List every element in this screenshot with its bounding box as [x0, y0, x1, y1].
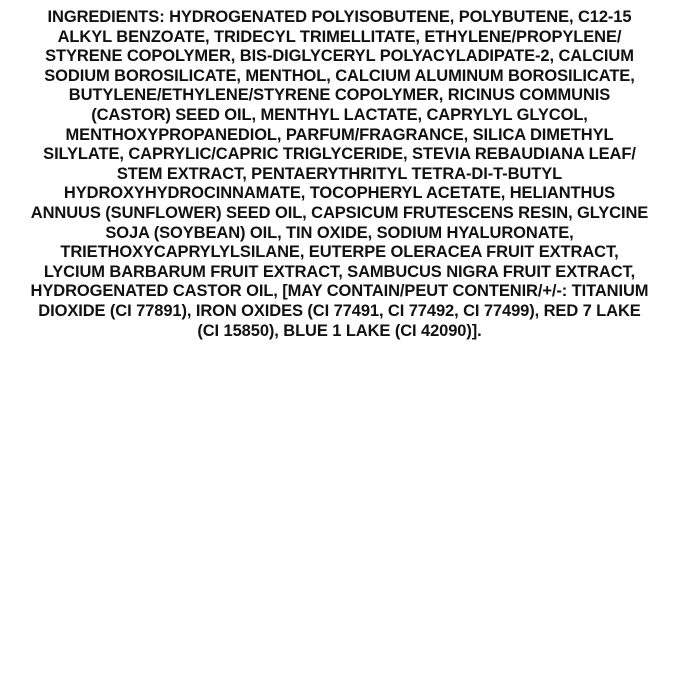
ingredients-line: TRIETHOXYCAPRYLYLSILANE, EUTERPE OLERACEA FRUIT EXTRACT, — [60, 243, 619, 262]
ingredients-line: INGREDIENTS: HYDROGENATED POLYISOBUTENE, POLYBUTENE, C12-15 — [47, 8, 632, 26]
blank-lower-area — [0, 341, 679, 661]
ingredients-line: STEM EXTRACT, PENTAERYTHRITYL TETRA-DI-T-BUTYL — [116, 164, 563, 183]
ingredients-line: DIOXIDE (CI 77891), IRON OXIDES (CI 77491, CI 77492, CI 77499), RED 7 LAKE — [38, 301, 641, 320]
ingredients-line: STYRENE COPOLYMER, BIS-DIGLYCERYL POLYACYLADIPATE-2, CALCIUM — [45, 47, 634, 66]
ingredients-line: (CI 15850), BLUE 1 LAKE (CI 42090)]. — [197, 321, 482, 340]
ingredients-line: ALKYL BENZOATE, TRIDECYL TRIMELLITATE, ETHYLENE/PROPYLENE/ — [57, 27, 622, 46]
ingredients-line: LYCIUM BARBARUM FRUIT EXTRACT, SAMBUCUS NIGRA FRUIT EXTRACT, — [43, 262, 636, 281]
ingredients-line: HYDROGENATED CASTOR OIL, [MAY CONTAIN/PEUT CONTENIR/+/-: TITANIUM — [30, 282, 649, 301]
ingredients-line: (CASTOR) SEED OIL, MENTHYL LACTATE, CAPRYLYL GLYCOL, — [91, 105, 588, 124]
ingredients-line: SODIUM BOROSILICATE, MENTHOL, CALCIUM ALUMINUM BOROSILICATE, — [44, 66, 635, 85]
ingredients-line: BUTYLENE/ETHYLENE/STYRENE COPOLYMER, RICINUS COMMUNIS — [68, 86, 611, 105]
ingredients-line: ANNUUS (SUNFLOWER) SEED OIL, CAPSICUM FRUTESCENS RESIN, GLYCINE — [30, 203, 649, 222]
ingredients-line: HYDROXYHYDROCINNAMATE, TOCOPHERYL ACETATE, HELIANTHUS — [63, 184, 616, 203]
ingredients-line: SOJA (SOYBEAN) OIL, TIN OXIDE, SODIUM HYALURONATE, — [105, 223, 574, 242]
ingredients-line: MENTHOXYPROPANEDIOL, PARFUM/FRAGRANCE, SILICA DIMETHYL — [65, 125, 614, 144]
ingredients-line: SILYLATE, CAPRYLIC/CAPRIC TRIGLYCERIDE, STEVIA REBAUDIANA LEAF/ — [43, 145, 636, 164]
